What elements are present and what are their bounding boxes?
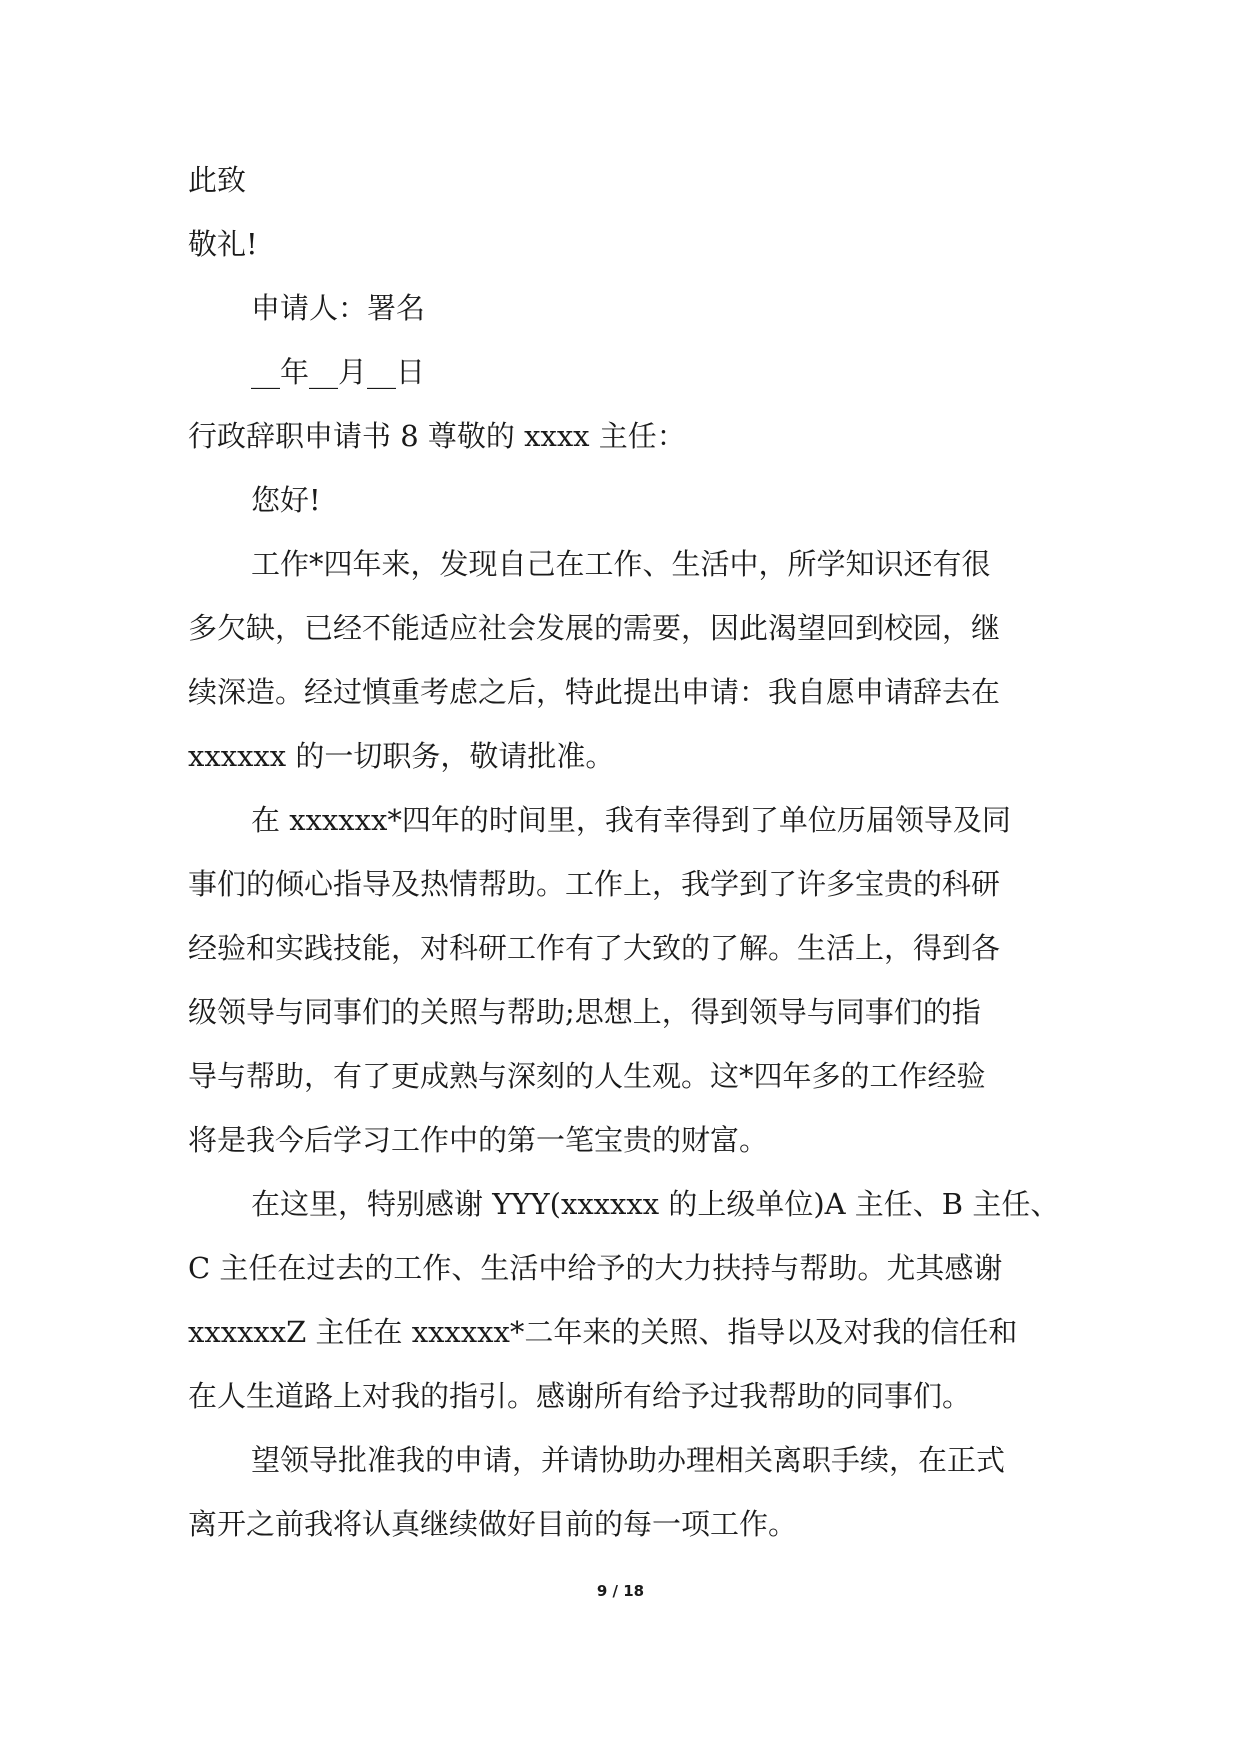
paragraph-line: 多欠缺，已经不能适应社会发展的需要，因此渴望回到校园，继 (188, 611, 1001, 645)
paragraph-line: 续深造。经过慎重考虑之后，特此提出申请：我自愿申请辞去在 (188, 675, 1001, 709)
paragraph-line: C 主任在过去的工作、生活中给予的大力扶持与帮助。尤其感谢 (188, 1251, 1003, 1285)
salutation-line: 敬礼! (188, 227, 258, 261)
paragraph-line: 级领导与同事们的关照与帮助;思想上，得到领导与同事们的指 (188, 995, 981, 1029)
letter-heading: 行政辞职申请书 8 尊敬的 xxxx 主任： (188, 419, 686, 453)
date-line: __年__月__日 (251, 355, 426, 389)
paragraph-line: 望领导批准我的申请，并请协助办理相关离职手续，在正式 (251, 1443, 1006, 1477)
paragraph-line: 导与帮助，有了更成熟与深刻的人生观。这*四年多的工作经验 (188, 1059, 986, 1093)
paragraph-line: 在人生道路上对我的指引。感谢所有给予过我帮助的同事们。 (188, 1379, 972, 1413)
paragraph-line: 离开之前我将认真继续做好目前的每一项工作。 (188, 1507, 798, 1541)
paragraph-line: xxxxxx 的一切职务，敬请批准。 (188, 739, 615, 773)
paragraph-line: 事们的倾心指导及热情帮助。工作上，我学到了许多宝贵的科研 (188, 867, 1001, 901)
closing-line: 此致 (188, 163, 247, 197)
greeting-line: 您好! (251, 483, 321, 517)
paragraph-line: 将是我今后学习工作中的第一笔宝贵的财富。 (188, 1123, 769, 1157)
paragraph-line: 工作*四年来，发现自己在工作、生活中，所学知识还有很 (251, 547, 991, 581)
signature-line: 申请人：署名 (251, 291, 426, 325)
paragraph-line: xxxxxxZ 主任在 xxxxxx*二年来的关照、指导以及对我的信任和 (188, 1315, 1018, 1349)
paragraph-line: 在这里，特别感谢 YYY(xxxxxx 的上级单位)A 主任、B 主任、 (251, 1187, 1060, 1221)
paragraph-line: 在 xxxxxx*四年的时间里，我有幸得到了单位历届领导及同 (251, 803, 1011, 837)
letter-body (188, 148, 1058, 1556)
page-number: 9 / 18 (596, 1582, 645, 1600)
paragraph-line: 经验和实践技能，对科研工作有了大致的了解。生活上，得到各 (188, 931, 1001, 965)
